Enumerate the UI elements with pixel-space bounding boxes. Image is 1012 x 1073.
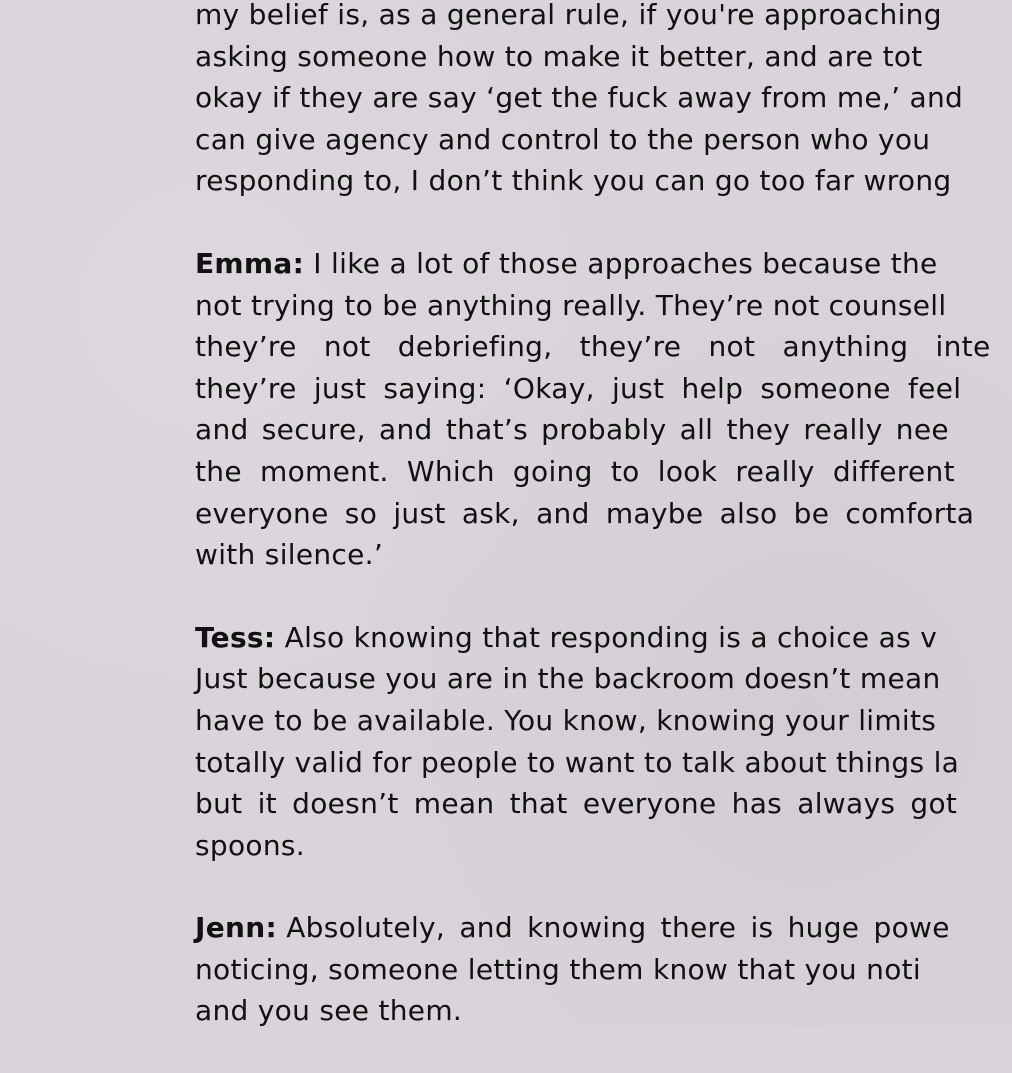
text-line [195, 700, 1012, 742]
line-text: but it doesn’t mean that everyone has always got [195, 787, 958, 821]
paragraph-tess [195, 617, 1012, 867]
line-text: Also knowing that responding is a choice as v [284, 620, 938, 654]
line-text: have to be available. You know, knowing your limits [195, 703, 937, 737]
line-text: okay if they are say ‘get the fuck away from me,’ and [195, 81, 964, 115]
line-text: responding to, I don’t think you can go too far wrong [195, 164, 952, 198]
line-text: they’re just saying: ‘Okay, just help someone feel [195, 371, 962, 405]
line-text: and you see them. [195, 994, 463, 1028]
text-line [195, 742, 1012, 784]
line-text: Absolutely, and knowing there is huge powe [286, 911, 950, 945]
line-text: they’re not debriefing, they’re not anything inte [195, 330, 991, 364]
text-line [195, 285, 1012, 327]
transcript-body [195, 0, 1012, 1073]
line-text: and secure, and that’s probably all they really nee [195, 413, 949, 447]
speaker-name: Jenn: [195, 911, 277, 945]
line-text: can give agency and control to the person who you [195, 122, 931, 156]
text-line [195, 907, 1012, 949]
text-line [195, 493, 1012, 535]
line-text: not trying to be anything really. They’re not counsell [195, 288, 947, 322]
line-text: spoons. [195, 828, 305, 862]
line-text: the moment. Which going to look really different [195, 454, 955, 488]
text-line [195, 783, 1012, 825]
text-line [195, 77, 1012, 119]
text-line [195, 617, 1012, 659]
line-text: my belief is, as a general rule, if you're approaching [195, 0, 942, 31]
text-line [195, 368, 1012, 410]
text-line [195, 658, 1012, 700]
text-line [195, 0, 1012, 36]
text-line [195, 949, 1012, 991]
paragraph-emma [195, 243, 1012, 576]
text-line [195, 243, 1012, 285]
text-line [195, 36, 1012, 78]
line-text: noticing, someone letting them know that you noti [195, 952, 921, 986]
speaker-name: Tess: [195, 620, 276, 654]
line-text: with silence.’ [195, 538, 384, 572]
text-line [195, 119, 1012, 161]
text-line [195, 409, 1012, 451]
line-text: I like a lot of those approaches because the [313, 246, 938, 280]
paragraph-continuation [195, 0, 1012, 202]
text-line [195, 451, 1012, 493]
text-line [195, 825, 1012, 867]
text-line [195, 534, 1012, 576]
text-line [195, 326, 1012, 368]
line-text: totally valid for people to want to talk about things la [195, 745, 960, 779]
paragraph-jenn [195, 907, 1012, 1032]
line-text: everyone so just ask, and maybe also be comforta [195, 496, 975, 530]
line-text: asking someone how to make it better, and are tot [195, 39, 923, 73]
text-line [195, 160, 1012, 202]
line-text: Just because you are in the backroom doesn’t mean [195, 662, 941, 696]
speaker-name: Emma: [195, 246, 305, 280]
